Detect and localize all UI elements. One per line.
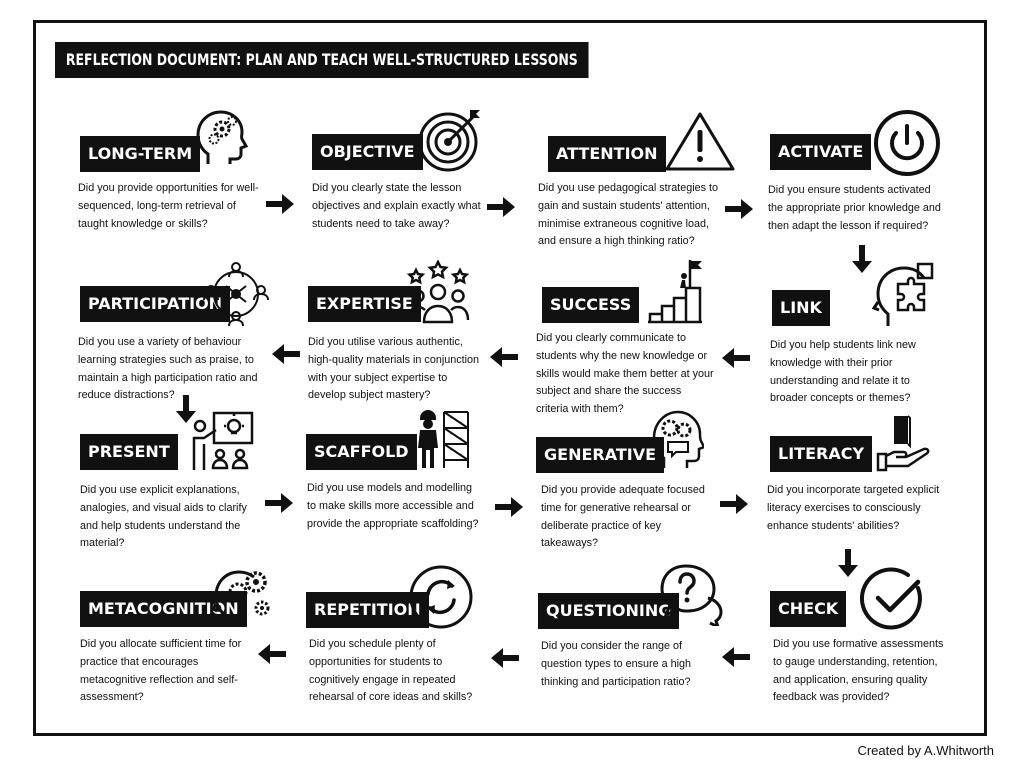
text-objective: Did you clearly state the lesson objectives and explain exactly what students need to take away? <box>312 182 481 230</box>
hand-book-icon <box>876 414 934 472</box>
target-icon <box>416 106 484 174</box>
text-scaffold: Did you use models and modelling to make skills more accessible and provide the appropriate scaffolding? <box>307 482 479 530</box>
label-scaffold: SCAFFOLD <box>306 434 417 470</box>
arrow-right-icon <box>266 194 294 214</box>
arrow-left-icon <box>722 348 750 368</box>
text-participation: Did you use a variety of behaviour learning strategies such as praise, to maintain a high participation ratio and reduce distractions? <box>78 336 258 402</box>
label-success: SUCCESS <box>542 287 639 323</box>
label-generative: GENERATIVE <box>536 437 664 473</box>
arrow-down-icon <box>838 549 858 577</box>
speech-question-icon <box>650 562 724 626</box>
power-icon <box>872 108 942 178</box>
check-circle-icon <box>860 566 926 632</box>
arrow-left-icon <box>491 648 519 668</box>
label-long-term: LONG-TERM <box>80 136 200 172</box>
team-stars-icon <box>404 260 472 324</box>
label-present: PRESENT <box>80 434 178 470</box>
text-repetition: Did you schedule plenty of opportunities for students to cognitively engage in repeated rehearsal of core ideas and skills? <box>309 638 473 704</box>
label-repetition: REPETITION <box>306 592 429 628</box>
text-metacognition: Did you allocate sufficient time for practice that encourages metacognitive reflection and self-assessment? <box>80 638 242 704</box>
cycle-arrows-icon <box>408 564 474 630</box>
text-activate: Did you ensure students activated the appropriate prior knowledge and then adapt the lesson if required? <box>768 184 941 232</box>
text-literacy: Did you incorporate targeted explicit literacy exercises to consciously enhance students' abilities? <box>767 484 940 532</box>
text-success: Did you clearly communicate to students why the new knowledge or skills would make them better at your subject and share the success criteria with them? <box>536 332 714 416</box>
scaffold-worker-icon <box>414 408 472 470</box>
label-objective: OBJECTIVE <box>312 134 423 170</box>
arrow-left-icon <box>258 644 286 664</box>
text-check: Did you use formative assessments to gauge understanding, retention, and application, ensuring quality feedback was provided? <box>773 638 944 704</box>
label-activate: ACTIVATE <box>770 134 871 170</box>
text-questioning: Did you consider the range of question types to ensure a high thinking and participation ratio? <box>541 640 692 688</box>
text-long-term: Did you provide opportunities for well-sequenced, long-term retrieval of taught knowledge or skills? <box>78 182 259 230</box>
head-gears-outline-icon <box>650 408 704 470</box>
arrow-right-icon <box>265 493 293 513</box>
arrow-right-icon <box>495 497 523 517</box>
arrow-left-icon <box>272 344 300 364</box>
podium-flag-icon <box>646 258 704 324</box>
credit-text: Created by A.Whitworth <box>857 743 994 758</box>
label-questioning: QUESTIONING <box>538 593 679 629</box>
text-present: Did you use explicit explanations, analogies, and visual aids to clarify and help students understand the material? <box>80 484 247 550</box>
head-gears-icon <box>188 108 248 168</box>
text-expertise: Did you utilise various authentic, high-quality materials in conjunction with your subject expertise to develop subject mastery? <box>308 336 480 402</box>
document-title: REFLECTION DOCUMENT: PLAN AND TEACH WELL-STRUCTURED LESSONS <box>55 42 589 78</box>
network-people-icon <box>202 260 270 328</box>
text-link: Did you help students link new knowledge with their prior understanding and relate it to broader concepts or themes? <box>770 339 916 405</box>
arrow-right-icon <box>487 197 515 217</box>
label-literacy: LITERACY <box>770 436 872 472</box>
warning-icon <box>664 110 736 172</box>
label-check: CHECK <box>770 591 846 627</box>
head-puzzle-icon <box>872 262 936 328</box>
presenter-icon <box>190 410 256 474</box>
label-expertise: EXPERTISE <box>308 286 421 322</box>
label-participation: PARTICIPATION <box>80 286 230 322</box>
label-link: LINK <box>772 290 830 326</box>
arrow-down-icon <box>852 245 872 273</box>
arrow-right-icon <box>720 494 748 514</box>
text-generative: Did you provide adequate focused time for generative rehearsal or deliberate practice of key takeaways? <box>541 484 705 550</box>
arrow-left-icon <box>722 647 750 667</box>
label-attention: ATTENTION <box>548 136 666 172</box>
arrow-right-icon <box>725 199 753 219</box>
head-cogs-icon <box>212 566 274 624</box>
text-attention: Did you use pedagogical strategies to gain and sustain students' attention, minimise extraneous cognitive load, and ensure a high thinking ratio? <box>538 182 719 248</box>
arrow-left-icon <box>490 347 518 367</box>
label-metacognition: METACOGNITION <box>80 591 247 627</box>
